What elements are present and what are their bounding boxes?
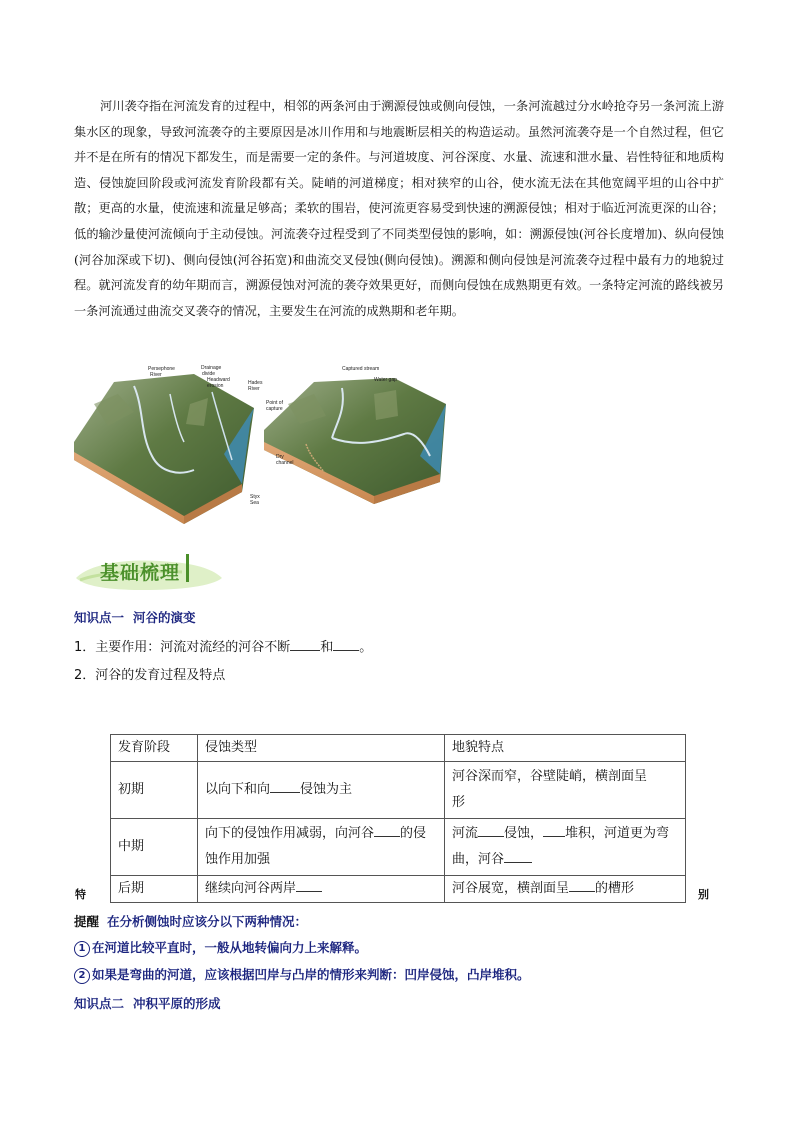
block-diagram-before	[74, 374, 254, 524]
cell-text: 继续向河谷两岸	[205, 881, 297, 896]
fill-blank[interactable]	[333, 638, 359, 651]
cell-text: 河流	[452, 826, 479, 841]
fill-blank[interactable]	[270, 780, 300, 793]
banner-cursor-bar	[186, 554, 189, 582]
landform-cell	[445, 762, 686, 819]
label-point-of-capture-2: capture	[266, 406, 283, 412]
cell-text: 以向下和向	[205, 782, 271, 797]
label-styx-sea-2: Sea	[250, 500, 259, 506]
table-header-cell: 地貌特点	[445, 735, 686, 762]
river-capture-figure	[74, 364, 454, 524]
knowledge-point-1-topic: 河谷的演变	[133, 610, 196, 625]
knowledge-point-2-title	[74, 994, 221, 1012]
cell-text: 河谷深而窄，谷壁陡峭，横剖面呈	[452, 769, 648, 784]
stage-cell: 初期	[111, 762, 198, 819]
stage-cell: 后期	[111, 876, 198, 903]
knowledge-point-1-title	[74, 608, 196, 626]
question-1-text-b: 和	[320, 640, 334, 655]
side-char-left: 特	[75, 888, 86, 901]
fill-blank[interactable]	[296, 879, 322, 892]
table-row	[111, 762, 686, 819]
label-styx-sea-1: Styx	[250, 494, 260, 500]
fill-blank[interactable]	[374, 824, 400, 837]
tip-item-1	[74, 938, 367, 957]
cell-text: 侵蚀为主	[300, 782, 353, 797]
erosion-cell	[198, 762, 445, 819]
cell-text: 形	[452, 795, 466, 810]
side-char-right: 别	[698, 888, 709, 901]
knowledge-point-2-topic: 冲积平原的形成	[133, 996, 221, 1011]
tip-heading	[74, 912, 307, 930]
cell-text: 的侵蚀作用加强	[205, 826, 427, 867]
table-header-cell: 发育阶段	[111, 735, 198, 762]
fill-blank[interactable]	[569, 879, 595, 892]
intro-paragraph: 河川袭夺指在河流发育的过程中，相邻的两条河由于溯源侵蚀或侧向侵蚀，一条河流越过分水岭抢夺另一条河流上游集水区的现象，导致河流袭夺的主要原因是冰川作用和与地震断层相关的构造运动。虽然河流袭夺是一个自然过程，但它并不是在所有的情况下都发生，而是需要一定的条件。与河道坡度、河谷深度、水量、流速和泄水量、岩性特征和地质构造、侵蚀旋回阶段或河流发育阶段都有关。陡峭的河道梯度；相对狭窄的山谷，使水流无法在其他宽阔平坦的山谷中扩散；更高的水量，使流速和流量足够高；柔软的围岩，使河流更容易受到快速的溯源侵蚀；相对于临近河流更深的山谷；低的输沙量使河流倾向于主动侵蚀。河流袭夺过程受到了不同类型侵蚀的影响，如：溯源侵蚀(河谷长度增加)、纵向侵蚀(河谷加深或下切)、侧向侵蚀(河谷拓宽)和曲流交叉侵蚀(侧向侵蚀)。溯源和侧向侵蚀是河流袭夺过程中最有力的地貌过程。就河流发育的幼年期而言，溯源侵蚀对河流的袭夺效果更好，而侧向侵蚀在成熟期更有效。一条特定河流的路线被另一条河流通过曲流交叉袭夺的情况，主要发生在河流的成熟期和老年期。	[74, 99, 724, 318]
tip-item-1-text: 在河道比较平直时，一般从地转偏向力上来解释。	[92, 940, 368, 955]
fill-blank[interactable]	[504, 850, 532, 863]
knowledge-point-2-number: 知识点二	[74, 996, 125, 1011]
tip-item-2-text: 如果是弯曲的河道，应该根据凹岸与凸岸的情形来判断：凹岸侵蚀，凸岸堆积。	[92, 967, 530, 982]
stage-cell: 中期	[111, 819, 198, 876]
question-1-text-a: 1．主要作用：河流对流经的河谷不断	[74, 640, 291, 655]
label-captured-stream: Captured stream	[342, 366, 380, 372]
erosion-cell	[198, 876, 445, 903]
valley-development-table	[110, 734, 686, 903]
label-point-of-capture-1: Point of	[266, 400, 283, 406]
label-dry-channel-2: channel	[276, 460, 294, 466]
label-drainage-divide-1: Drainage	[201, 365, 222, 371]
circled-number-1: 1	[74, 941, 90, 957]
fill-blank[interactable]	[478, 824, 504, 837]
table-row	[111, 819, 686, 876]
knowledge-point-1-number: 知识点一	[74, 610, 125, 625]
tip-label: 提醒	[74, 914, 100, 929]
section-banner-title: 基础梳理	[100, 562, 181, 584]
label-headward-erosion-2: erosion	[207, 383, 224, 389]
table-row	[111, 876, 686, 903]
tip-item-2	[74, 965, 530, 984]
question-line-1	[74, 636, 372, 655]
label-hades-river-2: River	[248, 386, 260, 392]
label-hades-river-1: Hades	[248, 380, 263, 386]
landform-cell	[445, 819, 686, 876]
landform-cell	[445, 876, 686, 903]
table-header-row	[111, 735, 686, 762]
tip-heading-text: 在分析侧蚀时应该分以下两种情况：	[107, 914, 308, 929]
question-line-2: 2．河谷的发育过程及特点	[74, 668, 226, 683]
label-water-gap: Water gap	[374, 377, 397, 383]
table-header-cell: 侵蚀类型	[198, 735, 445, 762]
label-persephone-river-1: Persephone	[148, 366, 175, 372]
cell-text: 堆积，河道更为弯曲，河谷	[452, 826, 670, 867]
erosion-cell	[198, 819, 445, 876]
circled-number-2: 2	[74, 968, 90, 984]
label-drainage-divide-2: divide	[202, 371, 216, 377]
fill-blank[interactable]	[290, 638, 320, 651]
cell-text: 的槽形	[595, 881, 635, 896]
label-headward-erosion-1: Headward	[207, 377, 230, 383]
cell-text: 向下的侵蚀作用减弱，向河谷	[205, 826, 375, 841]
cell-text: 河谷展宽，横剖面呈	[452, 881, 570, 896]
fill-blank[interactable]	[543, 824, 565, 837]
cell-text: 侵蚀，	[504, 826, 544, 841]
label-dry-channel-1: Dry	[276, 454, 284, 460]
block-diagram-after	[264, 378, 446, 504]
label-persephone-river-2: River	[150, 372, 162, 378]
question-1-text-c: 。	[359, 640, 373, 655]
